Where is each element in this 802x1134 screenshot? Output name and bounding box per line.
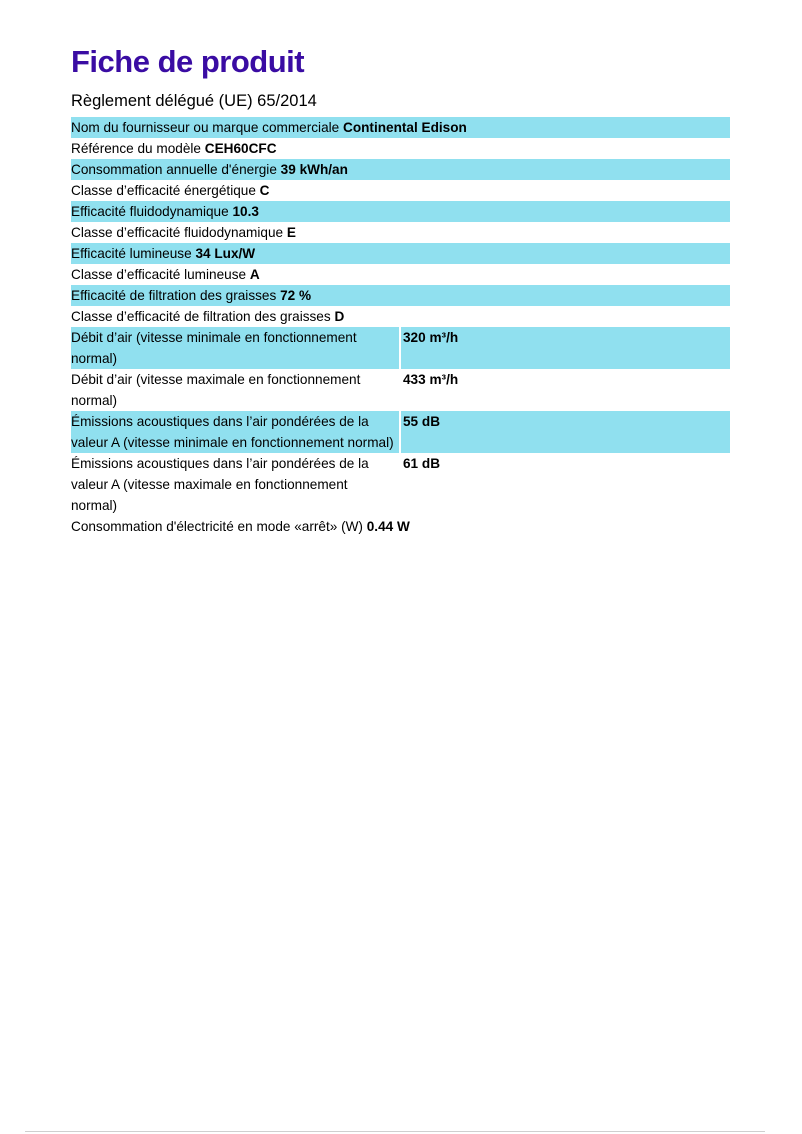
spec-label: Classe d’efficacité lumineuse: [71, 267, 247, 282]
spec-label: Classe d’efficacité fluidodynamique: [71, 225, 284, 240]
spec-label: Nom du fournisseur ou marque commerciale: [71, 120, 340, 135]
spec-value: 433 m³/h: [399, 369, 730, 411]
spec-label: Efficacité lumineuse: [71, 246, 192, 261]
page-title: Fiche de produit: [71, 44, 305, 79]
spec-row-grease-class: [71, 306, 730, 327]
spec-value: D: [334, 309, 345, 324]
spec-label: Classe d’efficacité de filtration des graisses: [71, 309, 331, 324]
spec-label: Débit d’air (vitesse maximale en fonctionnement normal): [71, 372, 361, 408]
spec-value: A: [249, 267, 260, 282]
spec-label: Émissions acoustiques dans l’air pondérées de la valeur A (vitesse maximale en fonctionnement normal): [71, 456, 369, 513]
spec-value: 39 kWh/an: [280, 162, 348, 177]
product-spec-table: [71, 117, 730, 537]
spec-row-grease-efficiency: [71, 285, 730, 306]
spec-value: 0.44 W: [366, 519, 410, 534]
spec-value: 320 m³/h: [399, 327, 730, 369]
spec-row-light-class: [71, 264, 730, 285]
spec-label: Émissions acoustiques dans l’air pondérées de la valeur A (vitesse minimale en fonctionnement normal): [71, 414, 394, 450]
spec-label: Efficacité de filtration des graisses: [71, 288, 277, 303]
spec-row-energy-class: [71, 180, 730, 201]
regulation-subtitle: Règlement délégué (UE) 65/2014: [71, 92, 317, 110]
spec-row-model: [71, 138, 730, 159]
spec-label: Consommation d'électricité en mode «arrêt» (W): [71, 519, 363, 534]
spec-row-airflow-max: [71, 369, 730, 411]
spec-label: Débit d’air (vitesse minimale en fonctionnement normal): [71, 330, 357, 366]
spec-value: 72 %: [280, 288, 312, 303]
spec-row-fluid-efficiency: [71, 201, 730, 222]
spec-label: Classe d’efficacité énergétique: [71, 183, 256, 198]
spec-row-light-efficiency: [71, 243, 730, 264]
spec-label: Efficacité fluidodynamique: [71, 204, 229, 219]
spec-row-supplier: [71, 117, 730, 138]
spec-row-noise-max: [71, 453, 730, 516]
spec-row-airflow-min: [71, 327, 730, 369]
spec-value: 55 dB: [399, 411, 730, 453]
spec-value: Continental Edison: [343, 120, 467, 135]
spec-value: 61 dB: [399, 453, 730, 516]
spec-value: C: [259, 183, 270, 198]
spec-value: E: [286, 225, 296, 240]
spec-label: Référence du modèle: [71, 141, 201, 156]
spec-row-off-mode-power: [71, 516, 730, 537]
spec-row-fluid-class: [71, 222, 730, 243]
spec-row-noise-min: [71, 411, 730, 453]
spec-value: 34 Lux/W: [195, 246, 256, 261]
spec-value: 10.3: [232, 204, 259, 219]
spec-row-annual-energy: [71, 159, 730, 180]
spec-label: Consommation annuelle d'énergie: [71, 162, 277, 177]
spec-value: CEH60CFC: [204, 141, 277, 156]
page-bottom-divider: [25, 1131, 765, 1132]
